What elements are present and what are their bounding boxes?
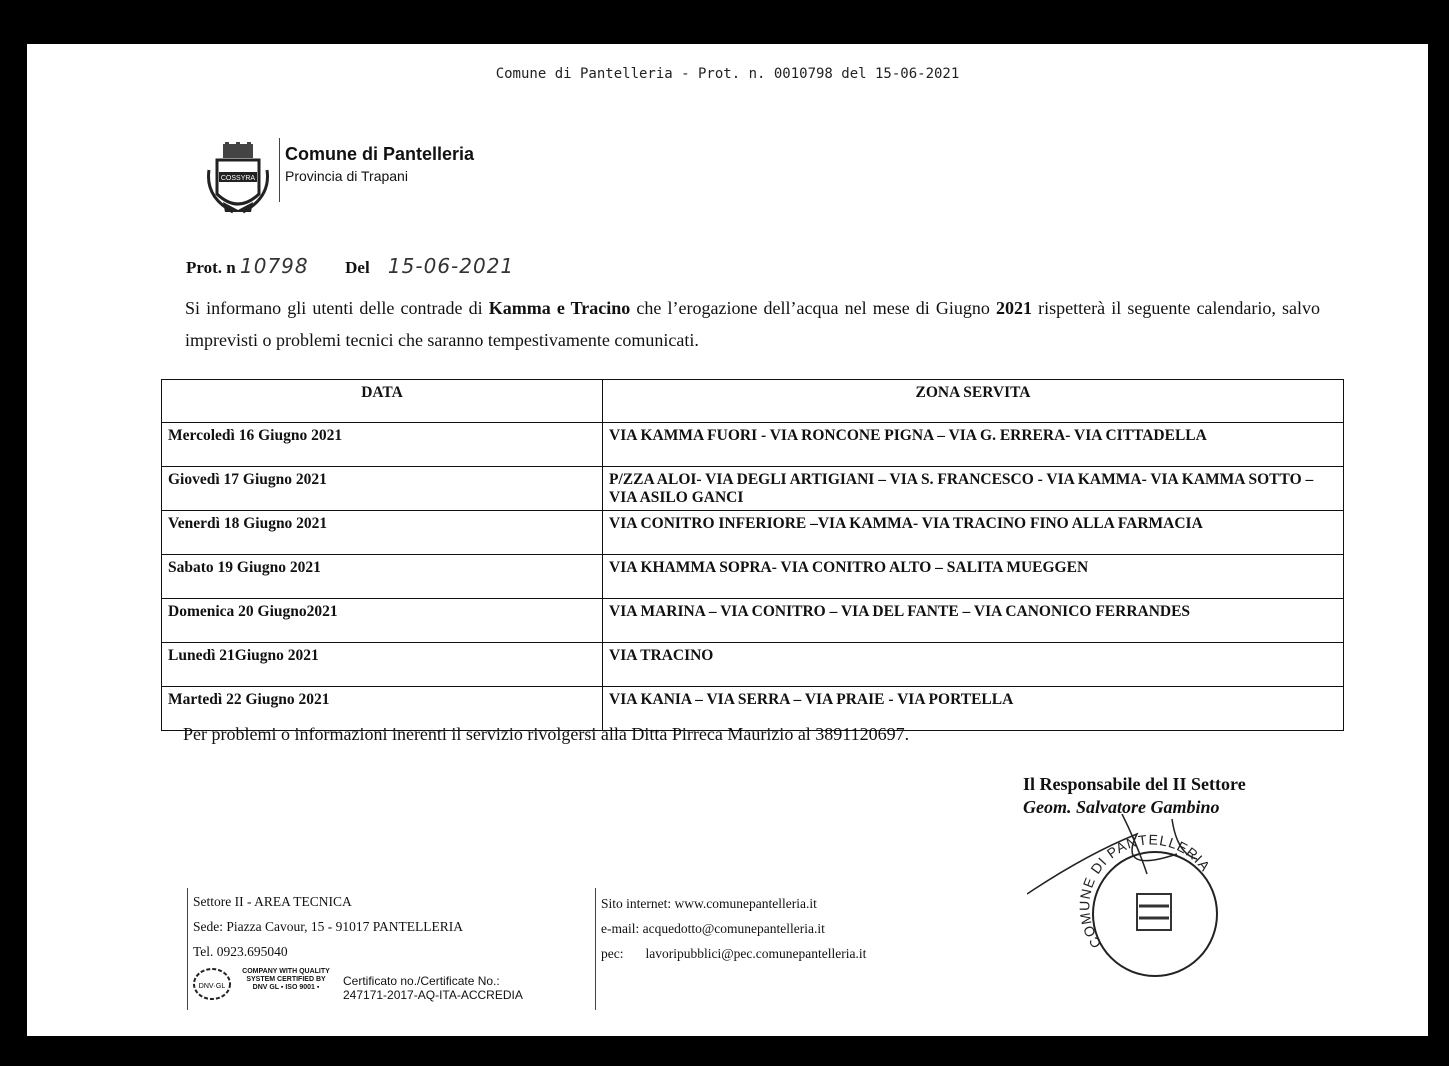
intro-bold-zones: Kamma e Tracino — [488, 298, 631, 318]
row-date: Giovedì 17 Giugno 2021 — [162, 467, 603, 511]
table-row — [162, 599, 1344, 643]
prot-number: 10798 — [240, 254, 309, 278]
row-zone: VIA KHAMMA SOPRA- VIA CONITRO ALTO – SALITA MUEGGEN — [603, 555, 1344, 599]
footer-address: Sede: Piazza Cavour, 15 - 91017 PANTELLERIA — [193, 919, 464, 934]
municipality-name: Comune di Pantelleria — [285, 144, 475, 164]
table-row — [162, 643, 1344, 687]
intro-text-3: rispetterà il seguente calendario, salvo imprevisti o problemi tecnici che saranno tempestivamente comunicati. — [185, 298, 1320, 350]
signatory-title: Il Responsabile del II Settore — [1023, 774, 1246, 794]
prot-label: Prot. n — [186, 258, 236, 277]
footer-website — [601, 896, 817, 912]
municipal-seal-stamp — [1027, 814, 1222, 984]
coat-of-arms-logo — [203, 142, 273, 222]
prot-date: 15-06-2021 — [387, 254, 515, 278]
row-zone: VIA MARINA – VIA CONITRO – VIA DEL FANTE – VIA CANONICO FERRANDES — [603, 599, 1344, 643]
email-link[interactable]: acquedotto@comunepantelleria.it — [642, 921, 825, 936]
protocol-line — [186, 254, 514, 278]
footer-middle-rule — [595, 888, 596, 1010]
intro-text-2: che l’erogazione dell’acqua nel mese di Giugno — [630, 298, 997, 318]
row-zone: VIA KAMMA FUORI - VIA RONCONE PIGNA – VIA G. ERRERA- VIA CITTADELLA — [603, 423, 1344, 467]
footer-pec — [601, 946, 866, 962]
intro-text-1: Si informano gli utenti delle contrade di — [185, 298, 489, 318]
letterhead-divider — [279, 138, 280, 202]
table-row — [162, 467, 1344, 511]
intro-bold-year: 2021 — [996, 298, 1033, 318]
email-label: e-mail: — [601, 921, 640, 936]
col-header-zone: ZONA SERVITA — [603, 380, 1344, 423]
row-zone: VIA KANIA – VIA SERRA – VIA PRAIE - VIA PORTELLA — [603, 687, 1344, 731]
table-header-row — [162, 380, 1344, 423]
row-date: Lunedì 21Giugno 2021 — [162, 643, 603, 687]
row-zone: VIA CONITRO INFERIORE –VIA KAMMA- VIA TRACINO FINO ALLA FARMACIA — [603, 511, 1344, 555]
certificate-number: 247171-2017-AQ-ITA-ACCREDIA — [343, 988, 523, 1002]
pec-label: pec: — [601, 946, 624, 961]
footer-left-rule — [187, 888, 188, 1010]
contact-footnote: Per problemi o informazioni inerenti il servizio rivolgersi alla Ditta Pirreca Maurizio al 3891120697. — [183, 724, 910, 744]
footer-phone: Tel. 0923.695040 — [193, 944, 288, 959]
quality-system-badge: COMPANY WITH QUALITY SYSTEM CERTIFIED BY DNV GL ▪ ISO 9001 ▪ — [242, 968, 330, 991]
row-date: Mercoledì 16 Giugno 2021 — [162, 423, 603, 467]
row-date: Venerdì 18 Giugno 2021 — [162, 511, 603, 555]
footer-sector: Settore II - AREA TECNICA — [193, 894, 352, 909]
svg-text:COSSYRA: COSSYRA — [220, 175, 256, 182]
schedule-table — [161, 379, 1344, 731]
row-zone: VIA TRACINO — [603, 643, 1344, 687]
website-link[interactable]: www.comunepantelleria.it — [674, 896, 817, 911]
signatory-name: Geom. Salvatore Gambino — [1023, 797, 1220, 817]
protocol-stamp-header: Comune di Pantelleria - Prot. n. 0010798 del 15-06-2021 — [495, 66, 960, 82]
dnv-certification-logo — [191, 966, 233, 1002]
intro-paragraph — [185, 292, 1320, 356]
row-date: Sabato 19 Giugno 2021 — [162, 555, 603, 599]
table-row — [162, 511, 1344, 555]
del-label: Del — [345, 258, 370, 277]
svg-text:DNV·GL: DNV·GL — [198, 983, 226, 990]
footer-email — [601, 921, 825, 937]
document-page — [27, 44, 1428, 1036]
row-zone: P/ZZA ALOI- VIA DEGLI ARTIGIANI – VIA S. FRANCESCO - VIA KAMMA- VIA KAMMA SOTTO – VIA ASILO GANCI — [603, 467, 1344, 511]
certificate-info — [343, 974, 523, 1002]
table-row — [162, 423, 1344, 467]
website-label: Sito internet: — [601, 896, 672, 911]
province-name: Provincia di Trapani — [285, 168, 408, 184]
table-row — [162, 555, 1344, 599]
svg-text:COMUNE DI PANTELLERIA: COMUNE DI PANTELLERIA — [1076, 831, 1214, 952]
row-date: Domenica 20 Giugno2021 — [162, 599, 603, 643]
row-date: Martedì 22 Giugno 2021 — [162, 687, 603, 731]
col-header-date: DATA — [162, 380, 603, 423]
pec-link[interactable]: lavoripubblici@pec.comunepantelleria.it — [645, 946, 867, 961]
certificate-label: Certificato no./Certificate No.: — [343, 974, 500, 988]
